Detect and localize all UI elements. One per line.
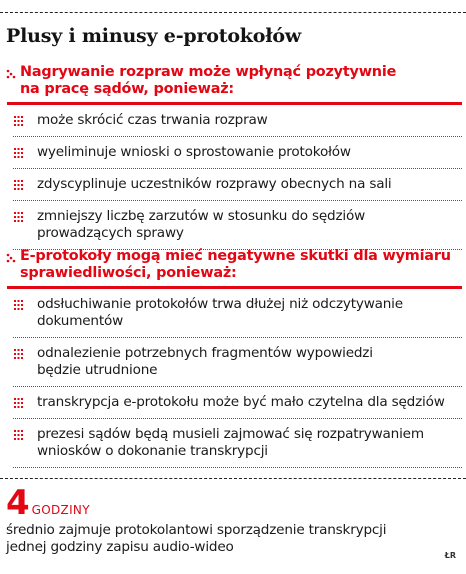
list-item-text: odnalezienie potrzebnych fragmentów wypowiedzi [37,345,373,361]
list-item-text: zmniejszy liczbę zarzutów w stosunku do sędziów [37,208,366,224]
red-grid-bullet-icon [13,299,28,311]
list-item-text: prowadzących sprawy [37,225,184,241]
section-pros [6,64,462,250]
red-grid-bullet-icon [13,147,28,159]
section-heading [6,248,462,282]
red-dots-marker-icon [6,252,16,266]
stat-unit: GODZINY [31,503,90,517]
red-grid-bullet-icon [13,397,28,409]
section-heading-line: sprawiedliwości, ponieważ: [20,265,237,281]
list-item [13,201,462,250]
list-item-text: prezesi sądów będą musieli zajmować się rozpatrywaniem [37,426,424,442]
list-item-text: zdyscyplinuje uczestników rozprawy obecnych na sali [37,176,392,192]
stat-box [6,483,462,556]
stat-description-line: jednej godziny zapisu audio-wideo [6,539,234,555]
section-heading-line: na pracę sądów, ponieważ: [20,81,234,97]
section-heading [6,64,462,98]
author-credit: ŁR [444,551,456,560]
list-item-text: dokumentów [37,313,124,329]
list-item [13,289,462,338]
red-grid-bullet-icon [13,348,28,360]
stat-number: 4 [6,483,30,523]
list-item-text: wniosków o dokonanie transkrypcji [37,443,268,459]
stat-description-line: średnio zajmuje protokolantowi sporządzenie transkrypcji [6,522,387,538]
list-item-text: transkrypcja e-protokołu może być mało czytelna dla sędziów [37,394,445,410]
stat-headline [6,483,462,523]
list-item-text: odsłuchiwanie protokołów trwa dłużej niż odczytywanie [37,296,403,312]
red-grid-bullet-icon [13,179,28,191]
list-item-text: będzie utrudnione [37,362,158,378]
page-title: Plusy i minusy e-protokołów [6,25,301,47]
top-dashed-rule [0,12,466,13]
stat-description [6,522,426,556]
red-dots-marker-icon [6,68,16,82]
list-item [13,338,462,387]
list-item-text: wyeliminuje wnioski o sprostowanie protokołów [37,144,351,160]
list-item [13,105,462,137]
red-grid-bullet-icon [13,115,28,127]
section-cons [6,248,462,468]
section-heading-line: Nagrywanie rozpraw może wpłynąć pozytywnie [20,64,397,80]
list-item-text: może skrócić czas trwania rozpraw [37,112,268,128]
list-item [13,387,462,419]
list-item [13,419,462,468]
bottom-dashed-rule [0,478,466,479]
list-item [13,137,462,169]
section-heading-line: E-protokoły mogą mieć negatywne skutki dla wymiaru [20,248,451,264]
red-grid-bullet-icon [13,429,28,441]
list-item [13,169,462,201]
red-grid-bullet-icon [13,211,28,223]
